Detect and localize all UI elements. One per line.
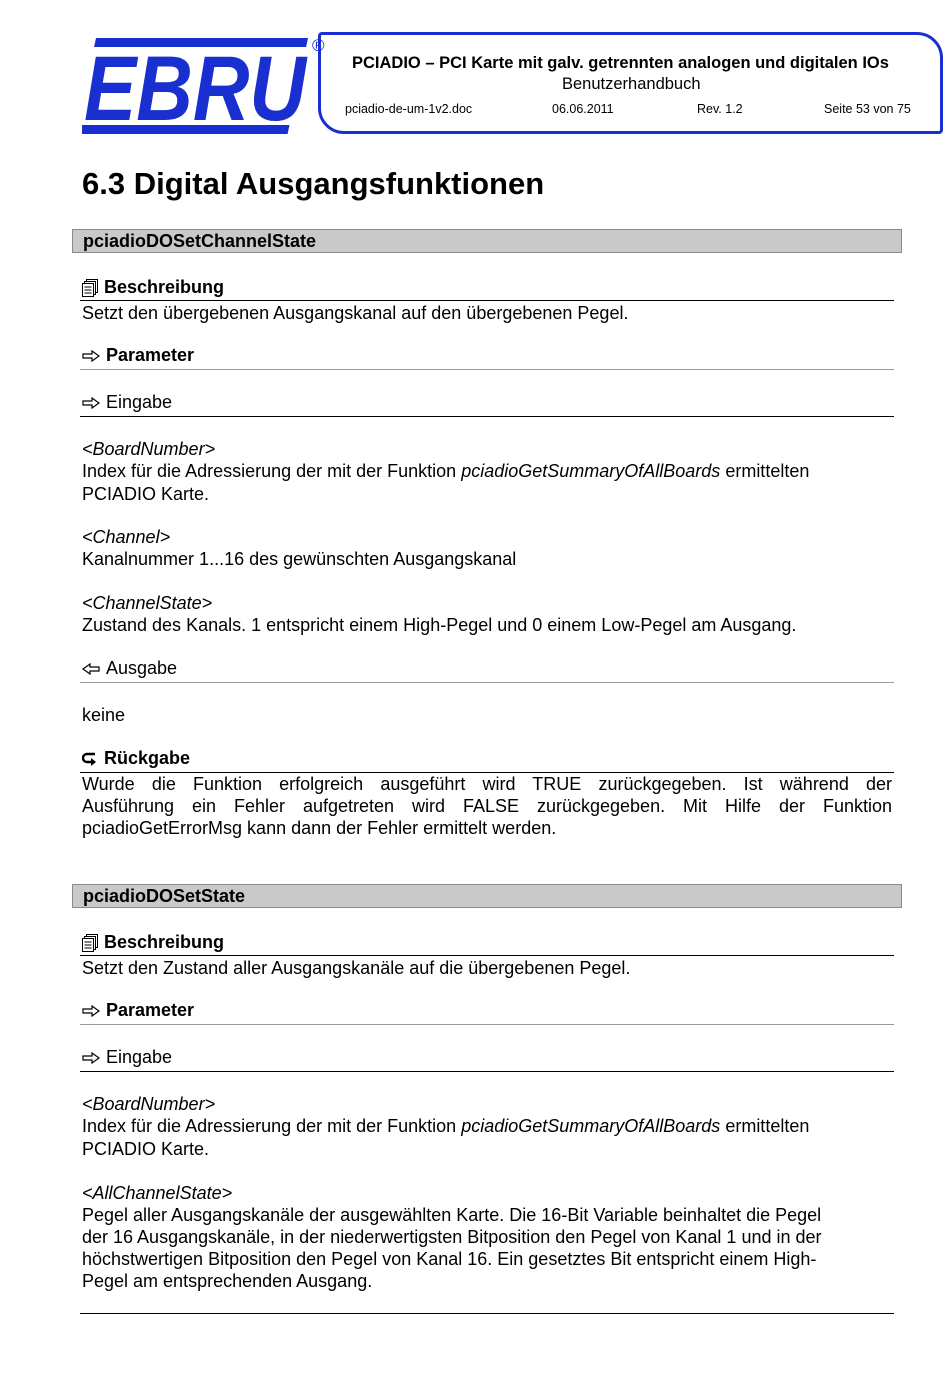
arrow-right-icon (82, 350, 100, 362)
output-heading: Ausgabe (82, 658, 177, 679)
ebru-logo (82, 38, 310, 134)
param-text-line: Pegel am entsprechenden Ausgang. (82, 1271, 373, 1291)
header-revision: Rev. 1.2 (697, 102, 743, 116)
document-icon (82, 934, 98, 952)
header-filename: pciadio-de-um-1v2.doc (345, 102, 473, 116)
arrow-right-icon (82, 1052, 100, 1064)
description-heading: Beschreibung (82, 277, 224, 298)
divider (80, 300, 894, 301)
divider (80, 416, 894, 417)
param-text-line: Pegel aller Ausgangskanäle der ausgewählten Karte. Die 16-Bit Variable beinhaltet die Pegel (82, 1205, 822, 1225)
divider (80, 1071, 894, 1072)
section-title: 6.3 Digital Ausgangsfunktionen (82, 166, 545, 201)
function-name-bar: pciadioDOSetState (72, 884, 902, 908)
parameter-heading: Parameter (82, 345, 194, 366)
header-page-number: Seite 53 von 75 (824, 102, 911, 116)
header-subtitle: Benutzerhandbuch (562, 75, 701, 93)
param-name: <BoardNumber> (82, 439, 216, 459)
arrow-right-icon (82, 397, 100, 409)
header-date: 06.06.2011 (552, 102, 614, 116)
param-text-line: Zustand des Kanals. 1 entspricht einem High-Pegel und 0 einem Low-Pegel am Ausgang. (82, 615, 797, 635)
param-text-line: Kanalnummer 1...16 des gewünschten Ausgangskanal (82, 549, 517, 569)
arrow-left-icon (82, 663, 100, 675)
param-name: <Channel> (82, 527, 171, 547)
parameter-heading: Parameter (82, 1000, 194, 1021)
return-heading: Rückgabe (82, 748, 190, 769)
header-title: PCIADIO – PCI Karte mit galv. getrennten analogen und digitalen IOs (352, 54, 889, 72)
output-text: keine (82, 705, 126, 725)
param-name: <AllChannelState> (82, 1183, 233, 1203)
registered-mark: ® (312, 36, 325, 55)
divider (80, 955, 894, 956)
param-text-line: PCIADIO Karte. (82, 1139, 210, 1159)
input-heading: Eingabe (82, 1047, 172, 1068)
param-text-line: PCIADIO Karte. (82, 484, 210, 504)
param-text-line: höchstwertigen Bitposition den Pegel von Kanal 16. Ein gesetztes Bit entspricht einem High- (82, 1249, 817, 1269)
return-text: Wurde die Funktion erfolgreich ausgeführt wird TRUE zurückgegeben. Ist während der Ausführung ein Fehler aufgetreten wird FALSE zurückgegeben. Mit Hilfe der Funktion pciadioGetErrorMsg kann dann der Fehler ermittelt werden. (82, 774, 892, 838)
function-name-bar: pciadioDOSetChannelState (72, 229, 902, 253)
divider (80, 1024, 894, 1025)
description-text: Setzt den Zustand aller Ausgangskanäle auf die übergebenen Pegel. (82, 958, 631, 978)
svg-text:EBRU: EBRU (84, 38, 309, 134)
param-text-line: Index für die Adressierung der mit der Funktion pciadioGetSummaryOfAllBoards ermittelten (82, 461, 810, 481)
return-arrow-icon (82, 752, 98, 766)
input-heading: Eingabe (82, 392, 172, 413)
param-name: <BoardNumber> (82, 1094, 216, 1114)
description-text: Setzt den übergebenen Ausgangskanal auf den übergebenen Pegel. (82, 303, 629, 323)
param-text-line: der 16 Ausgangskanäle, in der niederwertigsten Bitposition den Pegel von Kanal 1 und in der (82, 1227, 822, 1247)
document-icon (82, 279, 98, 297)
param-name: <ChannelState> (82, 593, 213, 613)
param-text-line: Index für die Adressierung der mit der Funktion pciadioGetSummaryOfAllBoards ermittelten (82, 1116, 810, 1136)
divider (80, 369, 894, 370)
arrow-right-icon (82, 1005, 100, 1017)
footer-divider (80, 1313, 894, 1314)
divider (80, 682, 894, 683)
description-heading: Beschreibung (82, 932, 224, 953)
